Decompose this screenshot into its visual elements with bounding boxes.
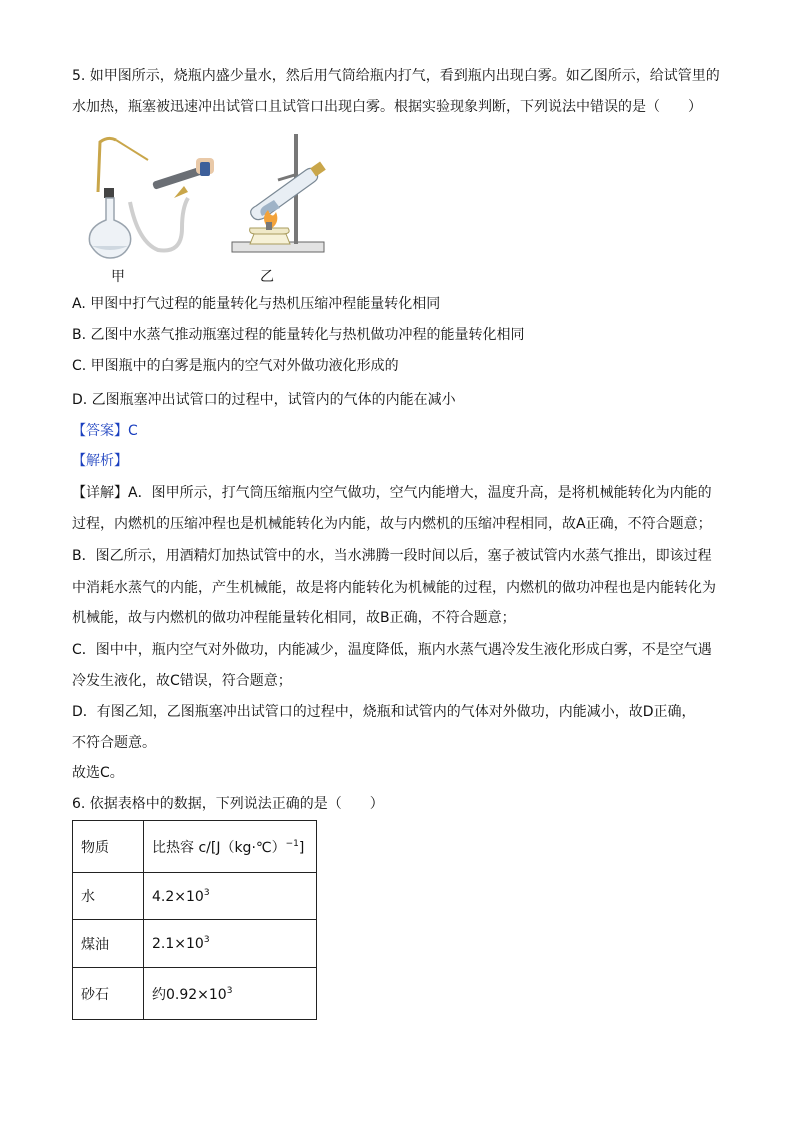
table-row xyxy=(73,873,317,920)
q5-detail-line: 过程，内燃机的压缩冲程也是机械能转化为内能，故与内燃机的压缩冲程相同，故A正确，不符合题意； xyxy=(72,516,712,532)
q5-option-a: A. 甲图中打气过程的能量转化与热机压缩冲程能量转化相同 xyxy=(72,296,441,312)
figure-b-test-tube xyxy=(226,130,334,258)
q5-answer: 【答案】C xyxy=(72,423,138,439)
q6-stem: 6. 依据表格中的数据，下列说法正确的是（ ） xyxy=(72,796,384,812)
table-header-substance: 物质 xyxy=(73,821,144,873)
q5-detail-line: 中消耗水蒸气的内能，产生机械能，故是将内能转化为机械能的过程，内燃机的做功冲程也是内能转化为 xyxy=(72,580,716,596)
table-cell-substance: 水 xyxy=(73,873,144,920)
table-cell-value: 约$0.92\times 10^3$ xyxy=(144,968,317,1020)
table-cell-value: $4.2\times 10^3$ xyxy=(144,873,317,920)
q5-stem-line1: 5. 如甲图所示，烧瓶内盛少量水，然后用气筒给瓶内打气，看到瓶内出现白雾。如乙图所示，给试管里的 xyxy=(72,68,720,84)
table-cell-substance: 砂石 xyxy=(73,968,144,1020)
figure-a-label: 甲 xyxy=(111,269,125,285)
table-row xyxy=(73,920,317,968)
specific-heat-table xyxy=(72,820,317,1020)
q5-option-d: D. 乙图瓶塞冲出试管口的过程中，试管内的气体的内能在减小 xyxy=(72,392,456,408)
table-row xyxy=(73,968,317,1020)
q5-detail-line: 故选C。 xyxy=(72,765,124,781)
q5-detail-line: C．图中中，瓶内空气对外做功，内能减少，温度降低，瓶内水蒸气遇冷发生液化形成白雾，不是空气遇 xyxy=(72,642,712,658)
figure-b-label: 乙 xyxy=(260,269,274,285)
q5-detail-line: 机械能，故与内燃机的做功冲程能量转化相同，故B正确，不符合题意； xyxy=(72,610,516,626)
q5-detail-line: B．图乙所示，用酒精灯加热试管中的水，当水沸腾一段时间以后，塞子被试管内水蒸气推出，即该过程 xyxy=(72,548,712,564)
q5-detail-line: D．有图乙知，乙图瓶塞冲出试管口的过程中，烧瓶和试管内的气体对外做功，内能减小，故D正确， xyxy=(72,704,696,720)
q5-stem-line2: 水加热，瓶塞被迅速冲出试管口且试管口出现白雾。根据实验现象判断，下列说法中错误的是（ ） xyxy=(72,99,702,115)
q5-option-b: B. 乙图中水蒸气推动瓶塞过程的能量转化与热机做功冲程的能量转化相同 xyxy=(72,327,525,343)
q5-detail-line: 【详解】A．图甲所示，打气筒压缩瓶内空气做功，空气内能增大，温度升高，是将机械能转化为内能的 xyxy=(72,485,712,501)
table-header-specific-heat: 比热容 c/[J（kg·℃）$^{-1}$] xyxy=(144,821,317,873)
table-cell-substance: 煤油 xyxy=(73,920,144,968)
q5-detail-line: 冷发生液化，故C错误，符合题意； xyxy=(72,673,292,689)
figure-a-flask-pump xyxy=(78,132,218,262)
table-cell-value: $2.1\times 10^3$ xyxy=(144,920,317,968)
q5-option-c: C. 甲图瓶中的白雾是瓶内的空气对外做功液化形成的 xyxy=(72,358,399,374)
q5-detail-line: 不符合题意。 xyxy=(72,735,156,751)
q5-analysis-heading: 【解析】 xyxy=(72,453,128,469)
